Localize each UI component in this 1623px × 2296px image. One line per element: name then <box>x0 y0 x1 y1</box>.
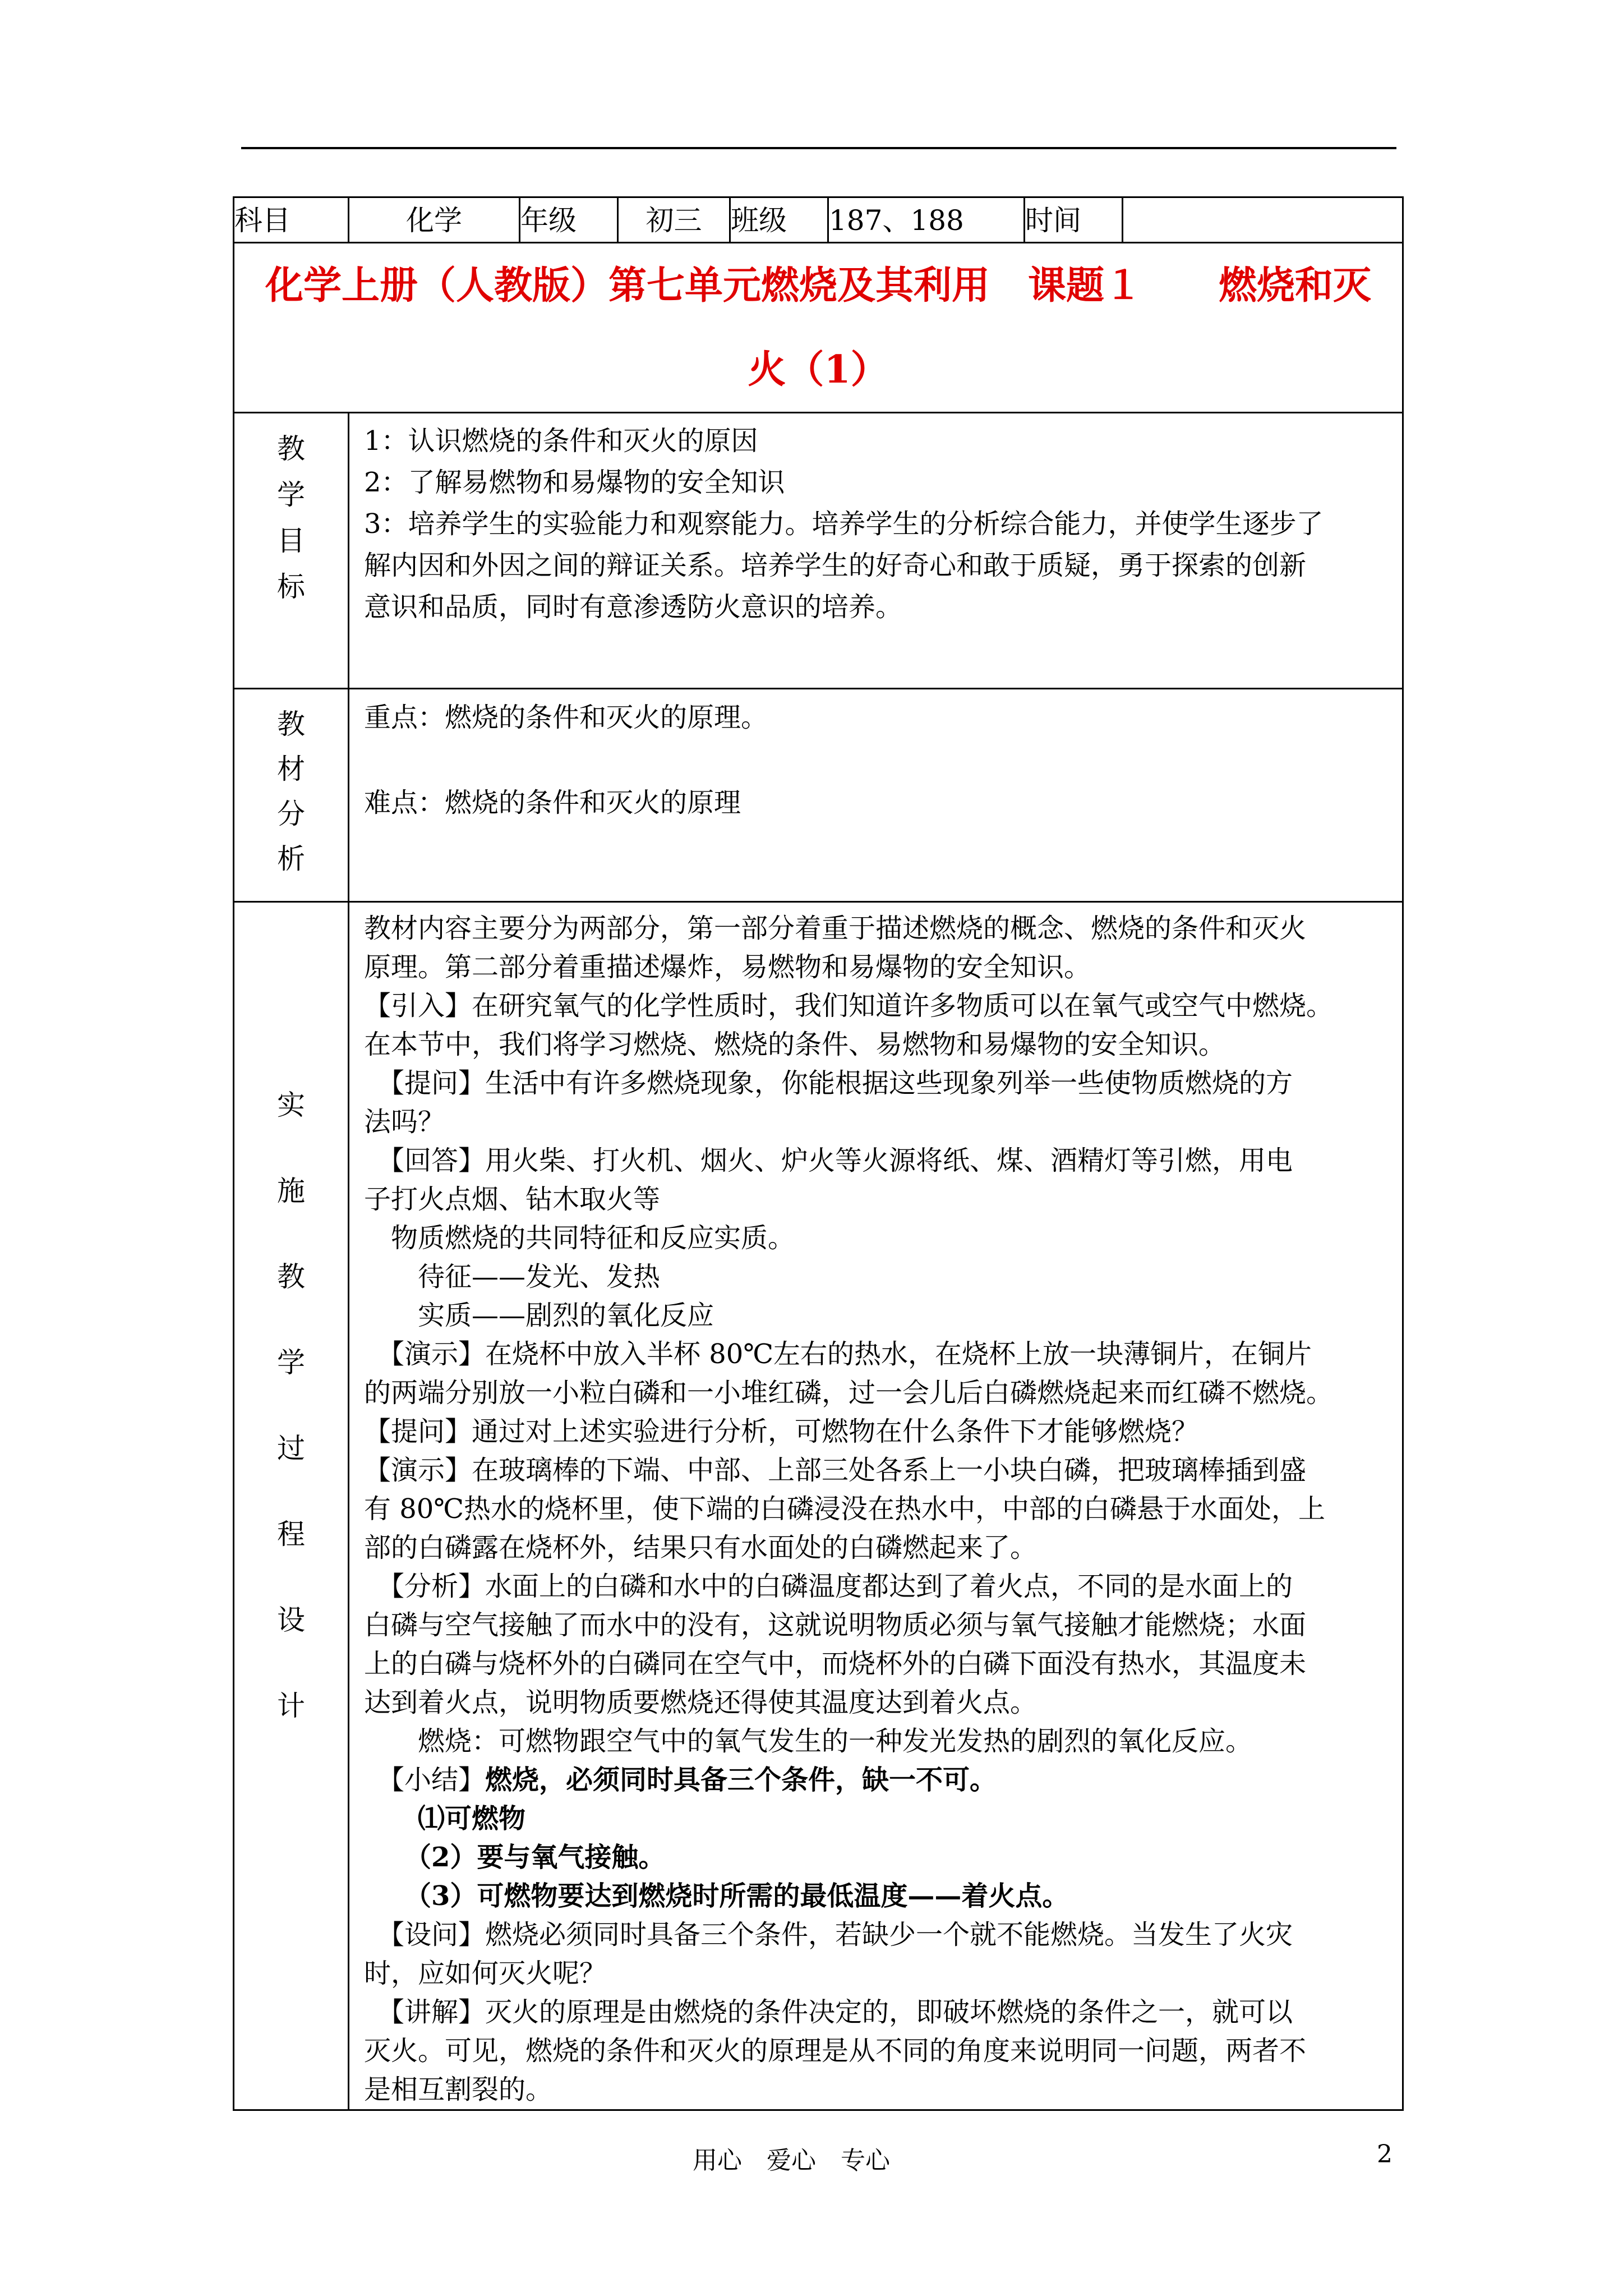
design-line: 的两端分别放一小粒白磷和一小堆红磷，过一会儿后白磷燃烧起来而红磷不燃烧。 <box>364 1377 1334 1409</box>
objective-line: 1：认识燃烧的条件和灭火的原因 <box>364 425 758 457</box>
design-line: 有 80℃热水的烧杯里，使下端的白磷浸没在热水中，中部的白磷悬于水面处，上 <box>364 1493 1326 1525</box>
condition-line: （2）要与氧气接触。 <box>364 1842 666 1873</box>
design-line: 上的白磷与烧杯外的白磷同在空气中，而烧杯外的白磷下面没有热水，其温度未 <box>364 1648 1307 1680</box>
subject-value: 化学 <box>349 197 520 243</box>
analysis-label: 教 材 分 析 <box>234 689 349 902</box>
objective-line: 2：了解易燃物和易爆物的安全知识 <box>364 467 785 498</box>
time-value <box>1123 197 1403 243</box>
design-line: 【讲解】灭火的原理是由燃烧的条件决定的，即破坏燃烧的条件之一，就可以 <box>364 1996 1293 2028</box>
subject-label: 科目 <box>234 197 349 243</box>
footer-slogan: 用心 爱心 专心 <box>693 2146 890 2175</box>
design-line: 【演示】在烧杯中放入半杯 80℃左右的热水，在烧杯上放一块薄铜片，在铜片 <box>364 1338 1312 1370</box>
key-point: 重点：燃烧的条件和灭火的原理。 <box>364 702 768 733</box>
header-rule <box>241 147 1396 149</box>
design-line: 在本节中，我们将学习燃烧、燃烧的条件、易燃物和易爆物的安全知识。 <box>364 1029 1226 1060</box>
objectives-label: 教 学 目 标 <box>234 413 349 689</box>
summary-tag: 【小结】 <box>364 1764 486 1796</box>
difficulty-point: 难点：燃烧的条件和灭火的原理 <box>364 787 741 818</box>
condition-line: ⑴可燃物 <box>364 1803 526 1834</box>
design-line: 法吗？ <box>364 1106 445 1138</box>
summary-line <box>364 1761 1396 1800</box>
objective-line: 3：培养学生的实验能力和观察能力。培养学生的分析综合能力，并使学生逐步了 <box>364 508 1324 540</box>
condition-line: （3）可燃物要达到燃烧时所需的最低温度——着火点。 <box>364 1880 1069 1912</box>
design-line: 教材内容主要分为两部分，第一部分着重于描述燃烧的概念、燃烧的条件和灭火 <box>364 913 1307 944</box>
page-number: 2 <box>1377 2140 1393 2169</box>
design-line: 灭火。可见，燃烧的条件和灭火的原理是从不同的角度来说明同一问题，两者不 <box>364 2035 1307 2067</box>
objective-line: 意识和品质，同时有意渗透防火意识的培养。 <box>364 591 903 623</box>
design-line: 【引入】在研究氧气的化学性质时，我们知道许多物质可以在氧气或空气中燃烧。 <box>364 990 1334 1022</box>
lesson-title-line1: 化学上册（人教版）第七单元燃烧及其利用 课题１ 燃烧和灭 <box>265 263 1371 308</box>
design-line: 待征——发光、发热 <box>364 1261 661 1292</box>
design-line: 【设问】燃烧必须同时具备三个条件，若缺少一个就不能燃烧。当发生了火灾 <box>364 1919 1293 1950</box>
lesson-title-line2: 火（1） <box>748 347 889 392</box>
summary-text: 燃烧，必须同时具备三个条件，缺一不可。 <box>485 1764 997 1796</box>
objectives-content <box>349 413 1403 689</box>
design-line: 【回答】用火柴、打火机、烟火、炉火等火源将纸、煤、酒精灯等引燃，用电 <box>364 1145 1293 1176</box>
meta-row <box>234 197 1403 243</box>
design-line: 实质——剧烈的氧化反应 <box>364 1300 714 1331</box>
lesson-plan-table <box>233 196 1404 2111</box>
design-line: 时，应如何灭火呢？ <box>364 1958 607 1989</box>
design-content <box>349 902 1403 2110</box>
analysis-content <box>349 689 1403 902</box>
design-line: 子打火点烟、钻木取火等 <box>364 1184 661 1215</box>
design-line: 原理。第二部分着重描述爆炸，易燃物和易爆物的安全知识。 <box>364 951 1091 983</box>
objective-line: 解内因和外因之间的辩证关系。培养学生的好奇心和敢于质疑，勇于探索的创新 <box>364 550 1307 581</box>
design-line: 【提问】通过对上述实验进行分析，可燃物在什么条件下才能够燃烧？ <box>364 1416 1199 1447</box>
design-line: 达到着火点，说明物质要燃烧还得使其温度达到着火点。 <box>364 1687 1038 1718</box>
design-line: 是相互割裂的。 <box>364 2074 553 2105</box>
class-label: 班级 <box>730 197 828 243</box>
class-value: 187、188 <box>828 197 1025 243</box>
design-line: 【分析】水面上的白磷和水中的白磷温度都达到了着火点，不同的是水面上的 <box>364 1571 1293 1602</box>
design-label: 实 施 教 学 过 程 设 计 <box>234 902 349 2110</box>
design-line: 【演示】在玻璃棒的下端、中部、上部三处各系上一小块白磷，把玻璃棒插到盛 <box>364 1455 1307 1486</box>
lesson-title <box>234 243 1403 413</box>
design-line: 物质燃烧的共同特征和反应实质。 <box>364 1222 795 1254</box>
grade-label: 年级 <box>520 197 618 243</box>
design-line: 白磷与空气接触了而水中的没有，这就说明物质必须与氧气接触才能燃烧；水面 <box>364 1609 1307 1641</box>
design-line: 【提问】生活中有许多燃烧现象，你能根据这些现象列举一些使物质燃烧的方 <box>364 1068 1293 1099</box>
design-line: 部的白磷露在烧杯外，结果只有水面处的白磷燃起来了。 <box>364 1532 1038 1563</box>
grade-value: 初三 <box>618 197 730 243</box>
time-label: 时间 <box>1025 197 1123 243</box>
design-line: 燃烧：可燃物跟空气中的氧气发生的一种发光发热的剧烈的氧化反应。 <box>364 1726 1253 1757</box>
